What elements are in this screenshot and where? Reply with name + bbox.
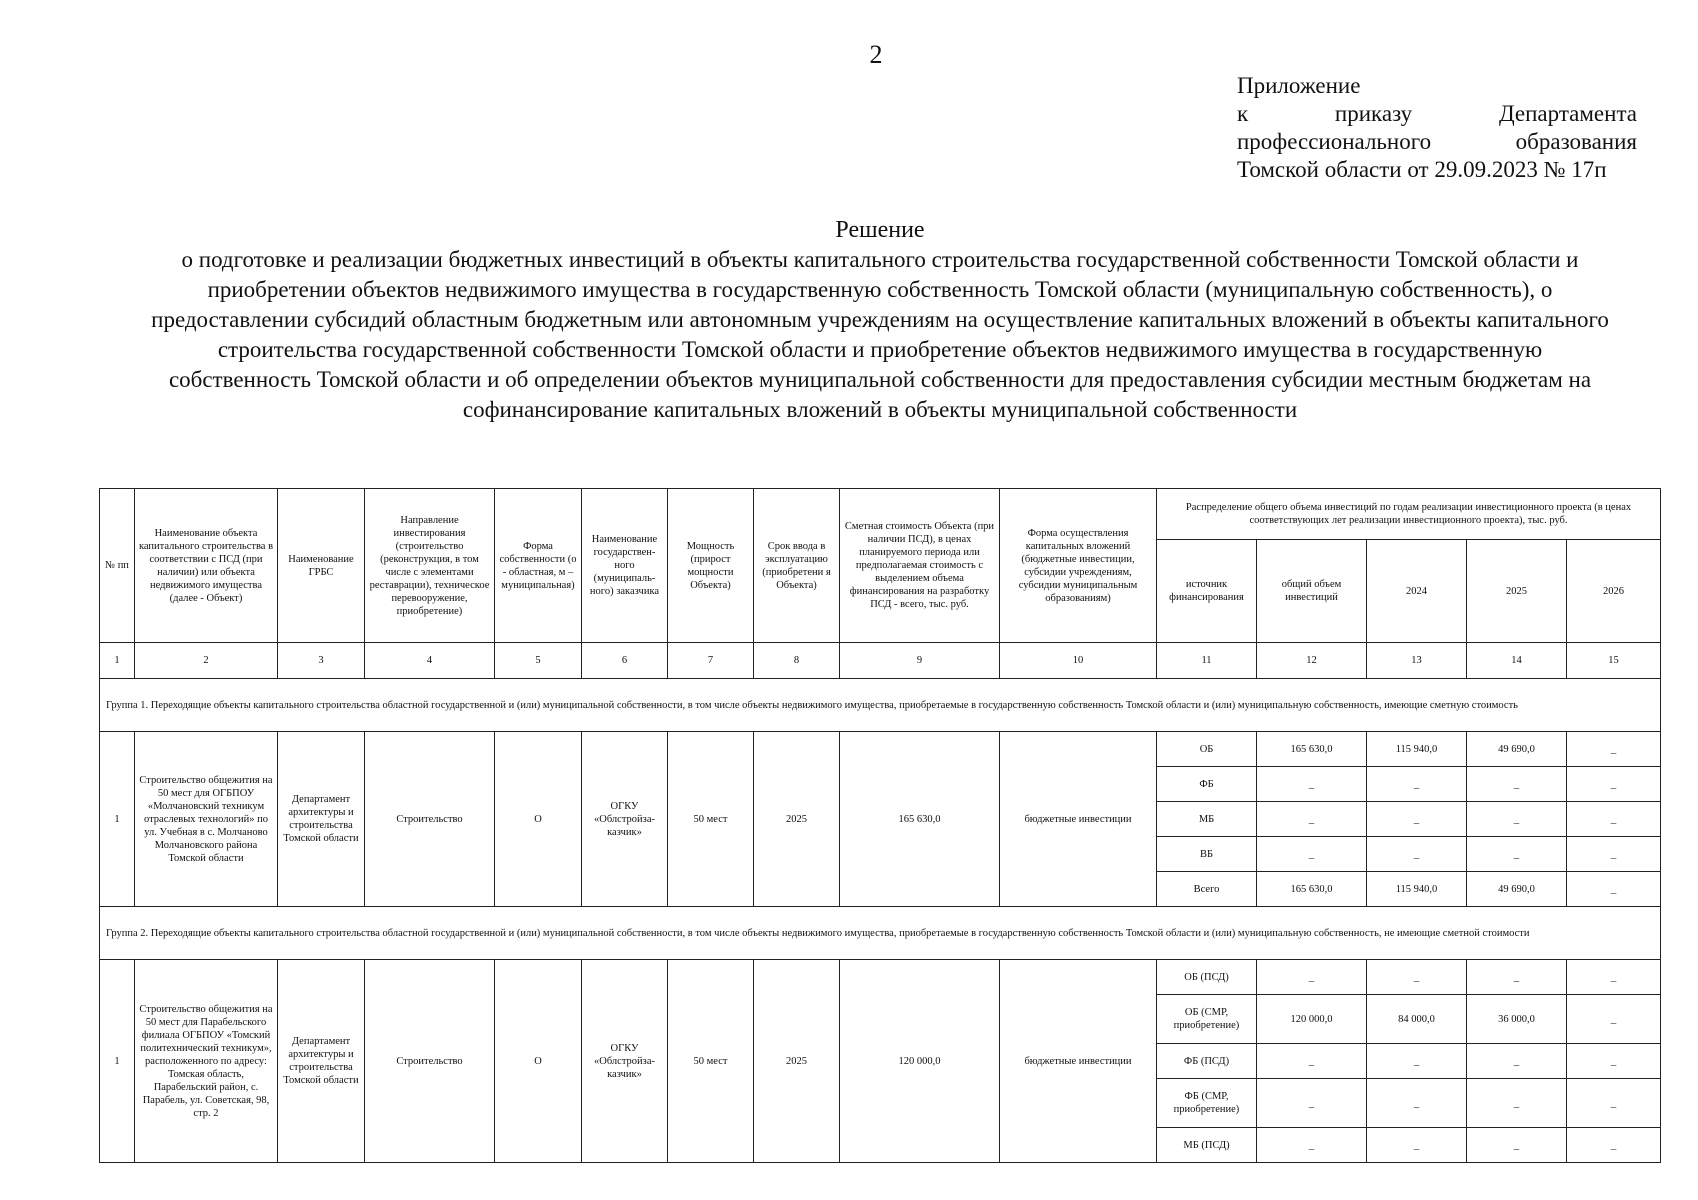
- source: ФБ (ПСД): [1157, 1044, 1257, 1079]
- source: ОБ (ПСД): [1157, 960, 1257, 995]
- header-total: общий объем инвестиций: [1257, 540, 1367, 643]
- investment-table: [99, 488, 1661, 1163]
- y2026: _: [1567, 732, 1661, 767]
- y2025: _: [1467, 767, 1567, 802]
- cost: 165 630,0: [840, 732, 1000, 907]
- header-2026: 2026: [1567, 540, 1661, 643]
- column-number-row: [100, 643, 1661, 679]
- total: _: [1257, 1079, 1367, 1128]
- investment-form: бюджетные инвестиции: [1000, 732, 1157, 907]
- y2024: _: [1367, 960, 1467, 995]
- col-number: 5: [495, 643, 582, 679]
- source: Всего: [1157, 872, 1257, 907]
- header-distribution: Распределение общего объема инвестиций по годам реализации инвестиционного проекта (в ценах соответствующих лет реализации инвестиционного проекта), тыс. руб.: [1157, 489, 1661, 540]
- y2024: _: [1367, 1044, 1467, 1079]
- y2024: _: [1367, 802, 1467, 837]
- ownership: О: [495, 732, 582, 907]
- source: ФБ (СМР, приобретение): [1157, 1079, 1257, 1128]
- customer: ОГКУ «Облстройза-казчик»: [582, 732, 668, 907]
- header-year: Срок ввода в эксплуатацию (приобретени я Объекта): [754, 489, 840, 643]
- y2024: _: [1367, 837, 1467, 872]
- y2026: _: [1567, 995, 1661, 1044]
- y2025: _: [1467, 960, 1567, 995]
- ownership: О: [495, 960, 582, 1163]
- source: ОБ: [1157, 732, 1257, 767]
- y2024: 115 940,0: [1367, 732, 1467, 767]
- y2024: _: [1367, 1079, 1467, 1128]
- source: ОБ (СМР, приобретение): [1157, 995, 1257, 1044]
- header-grbs: Наименование ГРБС: [278, 489, 365, 643]
- y2025: _: [1467, 1044, 1567, 1079]
- group-1-title: Группа 1. Переходящие объекты капитального строительства областной государственной и (или) муниципальной собственности, в том числе объекты недвижимого имущества, приобретаемые в государственную собственность Томской области и (или) муниципальную собственность, имеющие сметную стоимость: [100, 679, 1661, 732]
- group-2-title: Группа 2. Переходящие объекты капитального строительства областной государственной и (или) муниципальной собственности, в том числе объекты недвижимого имущества, приобретаемые в государственную собственность Томской области и (или) муниципальную собственность, не имеющие сметной стоимости: [100, 907, 1661, 960]
- col-number: 8: [754, 643, 840, 679]
- y2026: _: [1567, 1128, 1661, 1163]
- header-object: Наименование объекта капитального строительства в соответствии с ПСД (при наличии) или объекта недвижимого имущества (далее - Объект): [135, 489, 278, 643]
- object-name: Строительство общежития на 50 мест для ОГБПОУ «Молчановский техникум отраслевых технологий» по ул. Учебная в с. Молчаново Молчановского района Томской области: [135, 732, 278, 907]
- capacity: 50 мест: [668, 732, 754, 907]
- source: МБ: [1157, 802, 1257, 837]
- col-number: 1: [100, 643, 135, 679]
- y2024: 84 000,0: [1367, 995, 1467, 1044]
- y2025: 49 690,0: [1467, 872, 1567, 907]
- table-row: [100, 732, 1661, 767]
- appendix-block: [1237, 72, 1637, 184]
- y2026: _: [1567, 1044, 1661, 1079]
- header-capacity: Мощность (прирост мощности Объекта): [668, 489, 754, 643]
- appendix-line-3: профессионального образования: [1237, 129, 1637, 154]
- col-number: 3: [278, 643, 365, 679]
- col-number: 11: [1157, 643, 1257, 679]
- direction: Строительство: [365, 960, 495, 1163]
- source: МБ (ПСД): [1157, 1128, 1257, 1163]
- page-number: 2: [869, 40, 883, 69]
- y2025: _: [1467, 802, 1567, 837]
- capacity: 50 мест: [668, 960, 754, 1163]
- appendix-line-4: Томской области от 29.09.2023 № 17п: [1237, 157, 1607, 182]
- y2026: _: [1567, 802, 1661, 837]
- table-row: [100, 960, 1661, 995]
- y2025: 36 000,0: [1467, 995, 1567, 1044]
- total: 165 630,0: [1257, 732, 1367, 767]
- header-num: № пп: [100, 489, 135, 643]
- total: _: [1257, 960, 1367, 995]
- col-number: 9: [840, 643, 1000, 679]
- header-customer: Наименование государствен-ного (муниципаль-ного) заказчика: [582, 489, 668, 643]
- header-ownership: Форма собственности (о - областная, м – муниципальная): [495, 489, 582, 643]
- appendix-line-1: Приложение: [1237, 73, 1361, 98]
- header-form: Форма осуществления капитальных вложений (бюджетные инвестиции, субсидии учреждениям, субсидии муниципальным образованиям): [1000, 489, 1157, 643]
- total: _: [1257, 1044, 1367, 1079]
- y2026: _: [1567, 1079, 1661, 1128]
- col-number: 7: [668, 643, 754, 679]
- col-number: 6: [582, 643, 668, 679]
- year: 2025: [754, 732, 840, 907]
- y2025: 49 690,0: [1467, 732, 1567, 767]
- col-number: 15: [1567, 643, 1661, 679]
- y2024: _: [1367, 1128, 1467, 1163]
- header-source: источник финансирования: [1157, 540, 1257, 643]
- header-direction: Направление инвестирования (строительство (реконструкция, в том числе с элементами реставрации), техническое перевооружение, приобретение): [365, 489, 495, 643]
- total: _: [1257, 837, 1367, 872]
- col-number: 2: [135, 643, 278, 679]
- col-number: 4: [365, 643, 495, 679]
- header-2024: 2024: [1367, 540, 1467, 643]
- group-1-row: [100, 679, 1661, 732]
- row-num: 1: [100, 960, 135, 1163]
- header-2025: 2025: [1467, 540, 1567, 643]
- total: _: [1257, 1128, 1367, 1163]
- title-heading: Решение: [835, 217, 925, 243]
- grbs-name: Департамент архитектуры и строительства Томской области: [278, 732, 365, 907]
- col-number: 10: [1000, 643, 1157, 679]
- group-2-row: [100, 907, 1661, 960]
- total: 120 000,0: [1257, 995, 1367, 1044]
- y2026: _: [1567, 767, 1661, 802]
- title-body: о подготовке и реализации бюджетных инвестиций в объекты капитального строительства государственной собственности Томской области и приобретении объектов недвижимого имущества в государственную собственность Томской области (муниципальную собственность), о предоставлении субсидий областным бюджетным или автономным учреждениям на осуществление капитальных вложений в объекты капитального строительства государственной собственности Томской области и приобретение объектов недвижимого имущества в государственную собственность Томской области и об определении объектов муниципальной собственности для предоставления субсидии местным бюджетам на софинансирование капитальных вложений в объекты муниципальной собственности: [151, 247, 1609, 422]
- grbs-name: Департамент архитектуры и строительства Томской области: [278, 960, 365, 1163]
- y2026: _: [1567, 837, 1661, 872]
- year: 2025: [754, 960, 840, 1163]
- source: ВБ: [1157, 837, 1257, 872]
- total: _: [1257, 802, 1367, 837]
- appendix-line-2: к приказу Департамента: [1237, 101, 1637, 126]
- source: ФБ: [1157, 767, 1257, 802]
- y2025: _: [1467, 1128, 1567, 1163]
- col-number: 13: [1367, 643, 1467, 679]
- y2026: _: [1567, 872, 1661, 907]
- y2024: _: [1367, 767, 1467, 802]
- col-number: 12: [1257, 643, 1367, 679]
- col-number: 14: [1467, 643, 1567, 679]
- y2025: _: [1467, 1079, 1567, 1128]
- total: _: [1257, 767, 1367, 802]
- cost: 120 000,0: [840, 960, 1000, 1163]
- y2025: _: [1467, 837, 1567, 872]
- object-name: Строительство общежития на 50 мест для Парабельского филиала ОГБПОУ «Томский политехнический техникум», расположенного по адресу: Томская область, Парабельский район, с. Парабель, ул. Советская, 98, стр. 2: [135, 960, 278, 1163]
- y2026: _: [1567, 960, 1661, 995]
- total: 165 630,0: [1257, 872, 1367, 907]
- customer: ОГКУ «Облстройза-казчик»: [582, 960, 668, 1163]
- investment-form: бюджетные инвестиции: [1000, 960, 1157, 1163]
- y2024: 115 940,0: [1367, 872, 1467, 907]
- header-cost: Сметная стоимость Объекта (при наличии ПСД), в ценах планируемого периода или предполагаемая стоимость с выделением объема финансирования на разработку ПСД - всего, тыс. руб.: [840, 489, 1000, 643]
- document-title: [150, 215, 1610, 425]
- row-num: 1: [100, 732, 135, 907]
- direction: Строительство: [365, 732, 495, 907]
